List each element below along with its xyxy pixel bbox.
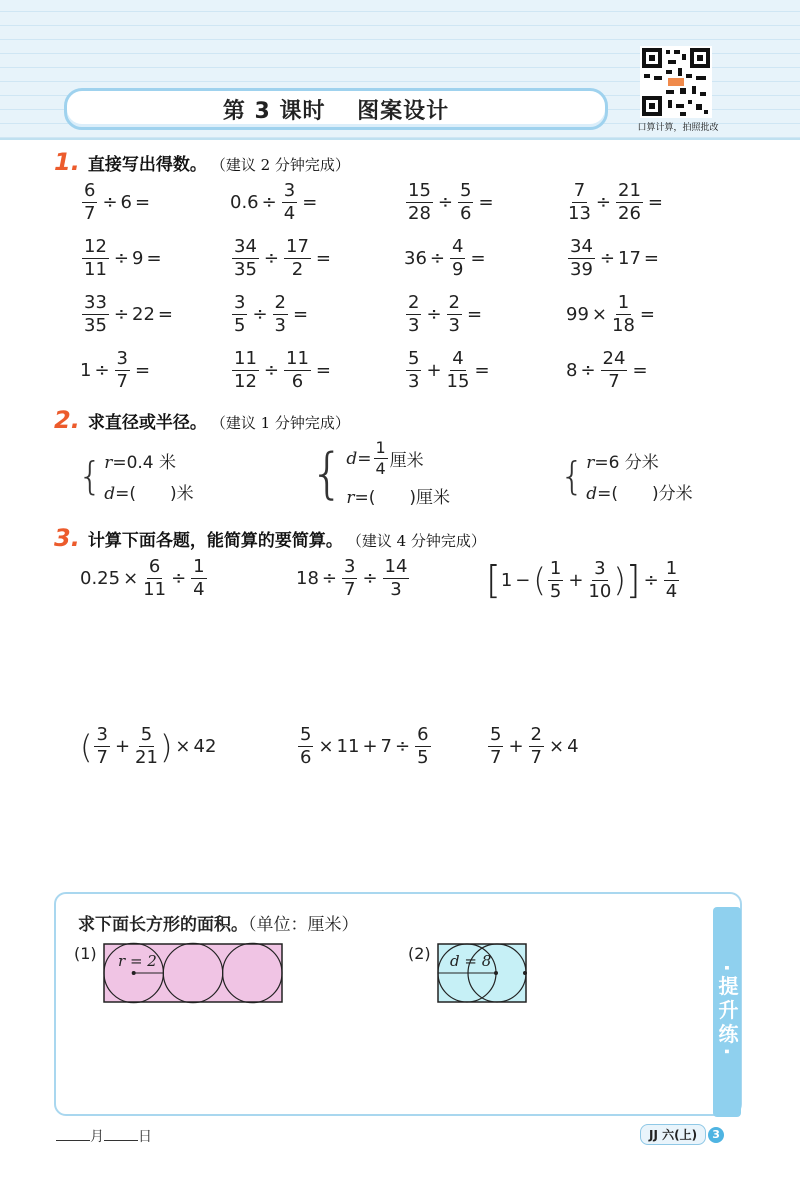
qr-code-icon[interactable] [640,46,712,118]
section-3-number: 3. [54,524,80,552]
problem-3-1: 0.25 × $\frac{6}{11}$ ÷ $\frac{1}{4}$ [80,556,205,600]
section-2-title: 求直径或半径。 [87,413,207,433]
figure-1-annotation: r = 2 [118,952,157,970]
page-footer [640,1124,724,1145]
section-2-note: （建议 1 分钟完成） [210,414,350,432]
problem-3-2: 18 ÷ $\frac{3}{7}$ ÷ $\frac{14}{3}$ [296,556,408,600]
section-3-note: （建议 4 分钟完成） [346,532,486,550]
lesson-title: 第 3 课时 图案设计 [222,98,450,124]
problem-3-5: $\frac{5}{6}$ × 11 + 7 ÷ $\frac{6}{5}$ [300,724,429,768]
problem-1-15: $\frac{5}{3}$ + $\frac{4}{15}$ = [408,348,490,392]
challenge-title: 求下面长方形的面积。（单位：厘米） [78,915,359,935]
problem-1-1: $\frac{6}{7}$ ÷ 6 = [84,180,151,224]
practice-tab: ·提升练· [713,907,741,1117]
problem-1-10: $\frac{3}{5}$ ÷ $\frac{2}{3}$ = [234,292,309,336]
section-2-heading [54,406,350,434]
problem-1-5: $\frac{12}{11}$ ÷ 9 = [84,236,162,280]
section-1-note: （建议 2 分钟完成） [210,156,350,174]
book-label: JJ 六(上) [640,1124,706,1145]
radius-diameter-group-3: { r=6 分米 d=( )分米 [560,453,693,504]
section-1-title: 直接写出得数。 [87,155,207,175]
figure-2-label: (2) [408,944,431,963]
section-1-number: 1. [54,148,80,176]
section-2-number: 2. [54,406,80,434]
problem-1-7: 36 ÷ $\frac{4}{9}$ = [404,236,486,280]
section-3-heading [54,524,486,552]
radius-diameter-group-1: { r=0.4 米 d=( )米 [78,453,194,504]
page-number: 3 [708,1127,724,1143]
problem-1-3: $\frac{15}{28}$ ÷ $\frac{5}{6}$ = [408,180,494,224]
problem-1-13: 1 ÷ $\frac{3}{7}$ = [80,348,151,392]
radius-diameter-group-2: { d = $\frac{1}{4}$ 厘米 r=( )厘米 [310,438,451,508]
problem-1-9: $\frac{33}{35}$ ÷ 22 = [84,292,173,336]
problem-3-6: $\frac{5}{7}$ + $\frac{2}{7}$ × 4 [490,724,579,768]
problem-1-6: $\frac{34}{35}$ ÷ $\frac{17}{2}$ = [234,236,331,280]
problem-1-16: 8 ÷ $\frac{24}{7}$ = [566,348,648,392]
section-1-heading [54,148,350,176]
date-line: 月 日 [56,1126,152,1146]
problem-1-11: $\frac{2}{3}$ ÷ $\frac{2}{3}$ = [408,292,483,336]
problem-1-14: $\frac{11}{12}$ ÷ $\frac{11}{6}$ = [234,348,331,392]
problem-1-12: 99 × $\frac{1}{18}$ = [566,292,655,336]
problem-1-4: $\frac{7}{13}$ ÷ $\frac{21}{26}$ = [568,180,663,224]
qr-caption: 口算计算，拍照批改 [637,123,719,133]
problem-3-4: ( $\frac{3}{7}$ + $\frac{5}{21}$ ) × 42 [80,724,217,768]
problem-1-8: $\frac{34}{39}$ ÷ 17 = [570,236,659,280]
lesson-title-banner [64,88,608,130]
problem-3-3: [ 1 − ( $\frac{1}{5}$ + $\frac{3}{10}$ ) ] ÷ $\frac{1}{4}$ [486,557,678,602]
figure-1-label: (1) [74,944,97,963]
figure-2-annotation: d = 8 [450,952,492,970]
problem-1-2: 0.6 ÷ $\frac{3}{4}$ = [230,180,318,224]
section-3-title: 计算下面各题，能简算的要简算。 [87,531,343,551]
